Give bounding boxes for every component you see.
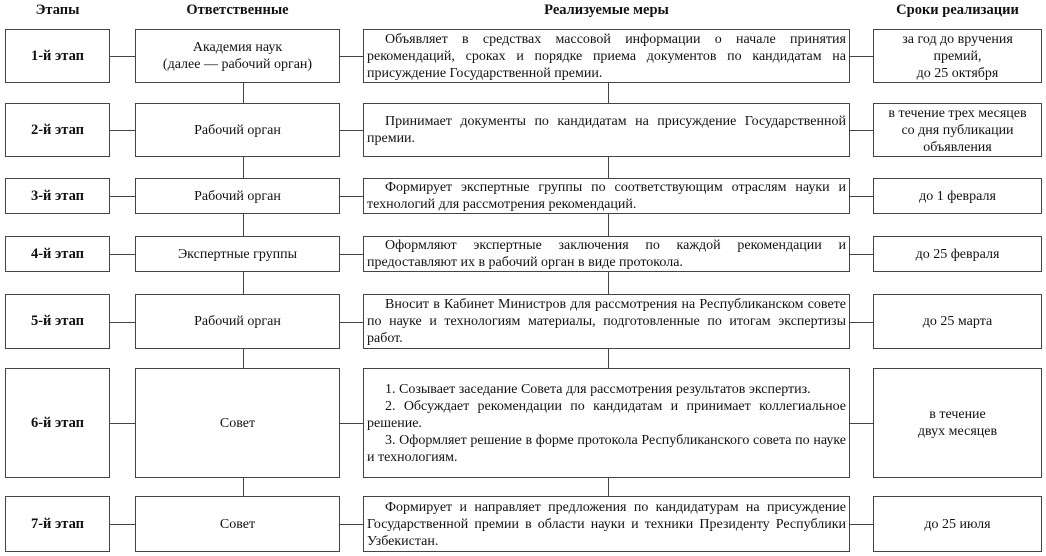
measures-text: [367, 31, 846, 82]
measures-box: [363, 368, 850, 478]
measures-box: [363, 236, 850, 272]
responsible-text: Академия наук (далее — рабочий орган): [162, 40, 313, 72]
responsible-text: Экспертные группы: [177, 246, 298, 262]
connector-line: [340, 423, 363, 424]
connector-line: [340, 524, 363, 525]
connector-line: [850, 423, 873, 424]
deadline-box: [873, 236, 1042, 272]
measure-item: 3. Оформляет решение в форме протокола Республиканского совета по науке и технологиям.: [367, 432, 846, 465]
responsible-text: Рабочий орган: [194, 122, 281, 138]
responsible-box: [135, 236, 340, 272]
connector-line: [340, 56, 363, 57]
connector-line: [608, 214, 609, 236]
deadline-text: в течение трех месяцев со дня публикации объявления: [888, 105, 1027, 155]
stage-text: 6-й этап: [30, 414, 85, 431]
measures-text: [367, 381, 846, 466]
connector-line: [850, 524, 873, 525]
stage-box: [5, 178, 110, 214]
deadline-box: [873, 496, 1042, 552]
measure-item: 2. Обсуждает рекомендации по кандидатам и принимает коллегиальное решение.: [367, 398, 846, 431]
measures-box: [363, 178, 850, 214]
measure-item: Вносит в Кабинет Министров для рассмотрения на Республиканском совете по науке и технологиям материалы, подготовленные по итогам экспертизы работ.: [367, 297, 846, 346]
responsible-text: Рабочий орган: [194, 188, 281, 204]
deadline-box: [873, 103, 1042, 157]
stage-text: 7-й этап: [30, 515, 85, 532]
connector-line: [340, 254, 363, 255]
connector-line: [243, 214, 244, 236]
connector-line: [850, 196, 873, 197]
header-deadlines: Сроки реализации: [896, 2, 1019, 18]
responsible-box: [135, 368, 340, 478]
connector-line: [850, 56, 873, 57]
stage-text: 4-й этап: [30, 245, 85, 262]
stage-box: [5, 368, 110, 478]
connector-line: [850, 254, 873, 255]
measures-box: [363, 496, 850, 552]
deadline-text: до 25 февраля: [915, 246, 1000, 262]
measures-box: [363, 103, 850, 157]
connector-line: [340, 130, 363, 131]
measures-text: [367, 113, 846, 147]
connector-line: [243, 478, 244, 496]
connector-line: [110, 524, 135, 525]
connector-line: [608, 83, 609, 103]
connector-line: [608, 349, 609, 368]
deadline-text: до 25 марта: [922, 314, 993, 329]
connector-line: [243, 83, 244, 103]
connector-line: [110, 196, 135, 197]
connector-line: [243, 157, 244, 178]
connector-line: [850, 130, 873, 131]
connector-line: [110, 56, 135, 57]
connector-line: [243, 349, 244, 368]
connector-line: [110, 254, 135, 255]
responsible-box: [135, 496, 340, 552]
deadline-box: [873, 294, 1042, 349]
stage-box: [5, 103, 110, 157]
measures-text: [367, 237, 846, 271]
deadline-box: [873, 368, 1042, 478]
responsible-box: [135, 294, 340, 349]
deadline-text: за год до вручения премий, до 25 октября: [902, 31, 1013, 81]
connector-line: [243, 272, 244, 294]
stage-text: 5-й этап: [30, 313, 85, 329]
deadline-text: в течение двух месяцев: [917, 407, 998, 439]
deadline-box: [873, 178, 1042, 214]
deadline-box: [873, 29, 1042, 83]
measure-item: Объявляет в средствах массовой информации о начале принятия рекомендаций, сроках и порядке приема документов по кандидатам на присуждение Государственной премии.: [367, 31, 846, 81]
connector-line: [608, 478, 609, 496]
measure-item: Оформляют экспертные заключения по каждой рекомендации и предоставляют их в рабочий орган в виде протокола.: [367, 238, 846, 270]
measure-item: 1. Созывает заседание Совета для рассмотрения результатов экспертиз.: [385, 381, 811, 397]
measure-item: Формирует экспертные группы по соответствующим отраслям науки и технологий для рассмотрения рекомендаций.: [367, 180, 846, 212]
deadline-text: до 1 февраля: [919, 188, 996, 204]
stage-box: [5, 236, 110, 272]
stage-text: 1-й этап: [30, 47, 85, 64]
stage-text: 2-й этап: [30, 121, 85, 138]
responsible-box: [135, 29, 340, 83]
responsible-text: Рабочий орган: [194, 314, 281, 329]
stage-box: [5, 29, 110, 83]
measure-item: Формирует и направляет предложения по кандидатурам на присуждение Государственной премии в области науки и техники Президенту Республики Узбекистан.: [367, 499, 846, 549]
connector-line: [340, 322, 363, 323]
header-measures: Реализуемые меры: [544, 2, 669, 18]
measures-text: [367, 499, 846, 550]
measures-box: [363, 29, 850, 83]
responsible-box: [135, 103, 340, 157]
stage-box: [5, 496, 110, 552]
stage-box: [5, 294, 110, 349]
responsible-text: Совет: [219, 415, 256, 431]
connector-line: [850, 322, 873, 323]
measures-text: [367, 179, 846, 213]
stage-text: 3-й этап: [30, 187, 85, 204]
connector-line: [608, 272, 609, 294]
header-responsible: Ответственные: [186, 2, 289, 18]
deadline-text: до 25 июля: [924, 516, 991, 532]
connector-line: [608, 157, 609, 178]
header-stages: Этапы: [35, 2, 80, 18]
connector-line: [340, 196, 363, 197]
responsible-text: Совет: [219, 516, 256, 532]
connector-line: [110, 130, 135, 131]
connector-line: [110, 322, 135, 323]
responsible-box: [135, 178, 340, 214]
measure-item: Принимает документы по кандидатам на присуждение Государственной премии.: [367, 114, 846, 146]
connector-line: [110, 423, 135, 424]
measures-text: [367, 296, 846, 347]
measures-box: [363, 294, 850, 349]
